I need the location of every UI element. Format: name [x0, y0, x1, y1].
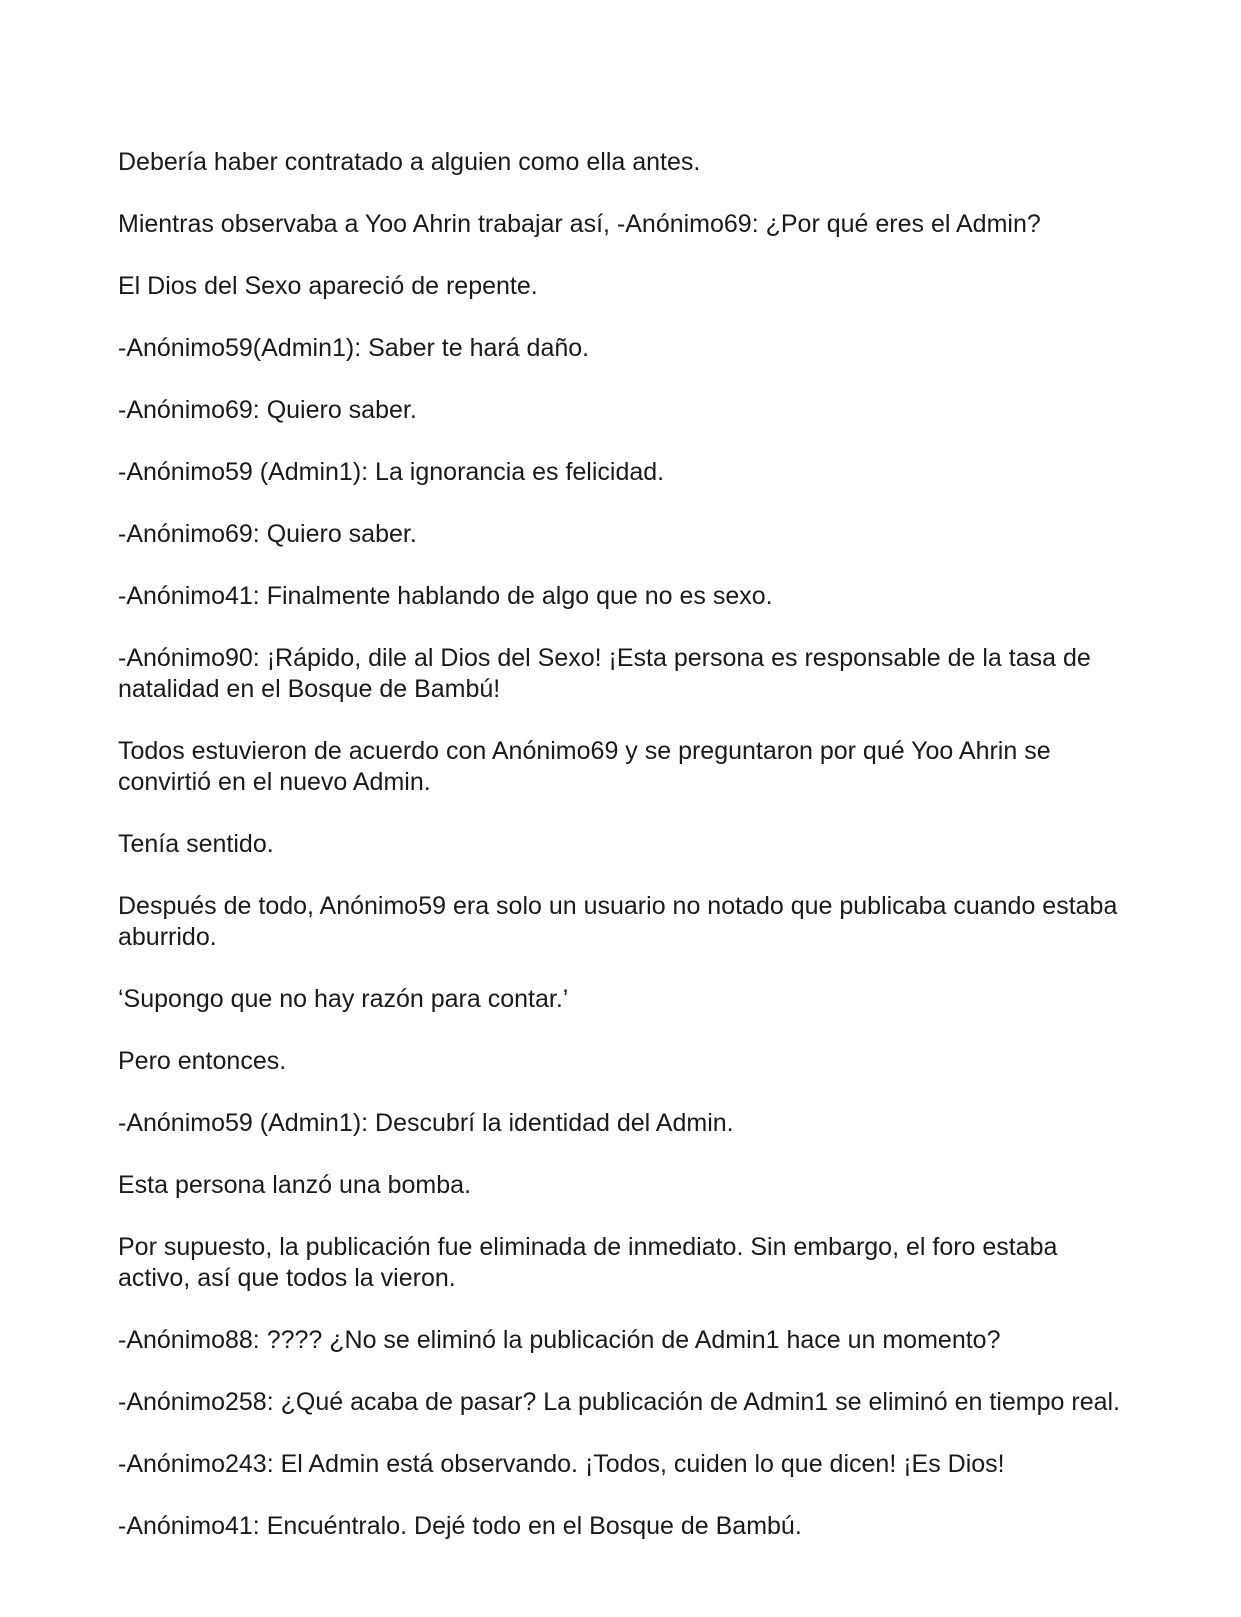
paragraph: Por supuesto, la publicación fue eliminada de inmediato. Sin embargo, el foro estaba activo, así que todos la vieron. [118, 1233, 1058, 1292]
paragraph: -Anónimo41: Finalmente hablando de algo que no es sexo. [118, 582, 773, 610]
paragraph: -Anónimo59 (Admin1): Descubrí la identidad del Admin. [118, 1109, 734, 1137]
paragraph: -Anónimo41: Encuéntralo. Dejé todo en el Bosque de Bambú. [118, 1512, 802, 1540]
paragraph: -Anónimo243: El Admin está observando. ¡Todos, cuiden lo que dicen! ¡Es Dios! [118, 1450, 1005, 1478]
paragraph: ‘Supongo que no hay razón para contar.’ [118, 985, 569, 1013]
paragraph: Mientras observaba a Yoo Ahrin trabajar así, -Anónimo69: ¿Por qué eres el Admin? [118, 210, 1041, 238]
paragraph: Esta persona lanzó una bomba. [118, 1171, 472, 1199]
paragraph: -Anónimo59 (Admin1): La ignorancia es felicidad. [118, 458, 665, 486]
paragraph: Pero entonces. [118, 1047, 287, 1075]
paragraph: Después de todo, Anónimo59 era solo un usuario no notado que publicaba cuando estaba aburrido. [118, 892, 1118, 951]
paragraph: Todos estuvieron de acuerdo con Anónimo69 y se preguntaron por qué Yoo Ahrin se convirtió en el nuevo Admin. [118, 737, 1051, 796]
paragraph: -Anónimo90: ¡Rápido, dile al Dios del Sexo! ¡Esta persona es responsable de la tasa de natalidad en el Bosque de Bambú! [118, 644, 1091, 703]
document-body [118, 147, 1128, 1573]
paragraph: -Anónimo69: Quiero saber. [118, 396, 417, 424]
paragraph: -Anónimo88: ???? ¿No se eliminó la publicación de Admin1 hace un momento? [118, 1326, 1001, 1354]
paragraph: -Anónimo258: ¿Qué acaba de pasar? La publicación de Admin1 se eliminó en tiempo real. [118, 1388, 1121, 1416]
paragraph: Debería haber contratado a alguien como ella antes. [118, 148, 701, 176]
paragraph: -Anónimo69: Quiero saber. [118, 520, 417, 548]
paragraph: Tenía sentido. [118, 830, 274, 858]
paragraph: -Anónimo59(Admin1): Saber te hará daño. [118, 334, 590, 362]
paragraph: El Dios del Sexo apareció de repente. [118, 272, 538, 300]
